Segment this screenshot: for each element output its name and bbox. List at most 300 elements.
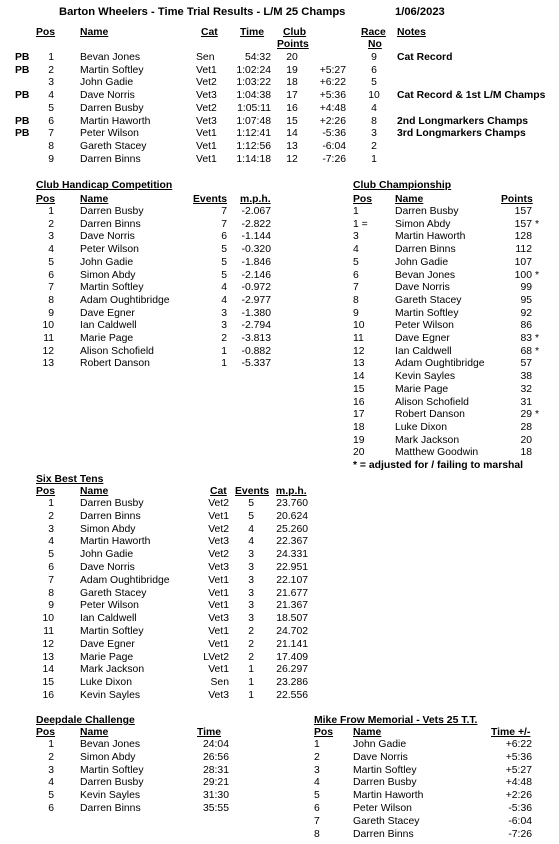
cell-pos: 6 bbox=[48, 115, 54, 127]
cell-pos: 2 bbox=[48, 64, 54, 76]
cell-name: Darren Binns bbox=[80, 153, 141, 165]
best-tens-header-mph: m.p.h. bbox=[276, 486, 307, 497]
cell-points: 18 bbox=[520, 447, 532, 459]
cell-pos: 6 bbox=[314, 803, 320, 814]
cell-events: 1 bbox=[248, 664, 254, 676]
cell-time: 35:55 bbox=[202, 803, 229, 814]
cell-pos: 7 bbox=[48, 574, 54, 586]
cell-cat: Vet2 bbox=[208, 498, 229, 509]
cell-name: Dave Norris bbox=[80, 231, 135, 243]
cell-name: Martin Softley bbox=[80, 282, 144, 294]
cell-pos: 14 bbox=[42, 664, 54, 676]
cell-mph: 21.141 bbox=[276, 638, 308, 650]
cell-events: 5 bbox=[248, 510, 254, 522]
cell-mph: -0.882 bbox=[241, 345, 271, 357]
main-header-time: Time bbox=[240, 27, 265, 38]
page-title: Barton Wheelers - Time Trial Results - L/M 25 Champs bbox=[59, 6, 346, 18]
cell-events: 4 bbox=[221, 294, 227, 306]
cell-pos: 9 bbox=[48, 600, 54, 612]
cell-name: Bevan Jones bbox=[395, 269, 456, 281]
cell-name: Kevin Sayles bbox=[80, 690, 141, 701]
cell-name: Darren Busby bbox=[80, 102, 144, 114]
table-row bbox=[0, 90, 559, 103]
cell-mph: -2.977 bbox=[241, 294, 271, 306]
cell-name: Martin Softley bbox=[80, 764, 144, 776]
cell-pos: 1 bbox=[353, 206, 359, 217]
cell-pos: 4 bbox=[314, 777, 320, 789]
cell-name: Matthew Goodwin bbox=[395, 447, 479, 459]
cell-points: 14 bbox=[286, 128, 298, 140]
cell-mph: -3.813 bbox=[241, 333, 271, 344]
cell-pos: 3 bbox=[48, 764, 54, 776]
cell-mph: 23.760 bbox=[276, 498, 308, 509]
table-row bbox=[0, 128, 559, 141]
table-row bbox=[0, 816, 559, 829]
handicap-header-mph: m.p.h. bbox=[240, 194, 271, 205]
cell-name: Darren Binns bbox=[353, 828, 414, 840]
cell-pos: 1 bbox=[48, 206, 54, 217]
cell-pos: 14 bbox=[353, 371, 365, 383]
main-header-notes: Notes bbox=[397, 27, 426, 38]
cell-name: Bevan Jones bbox=[80, 52, 141, 63]
cell-name: Dave Egner bbox=[395, 333, 450, 344]
cell-time: 1:05:11 bbox=[237, 102, 271, 114]
cell-events: 5 bbox=[221, 244, 227, 256]
cell-points: 157 bbox=[514, 218, 532, 230]
cell-name: Dave Norris bbox=[395, 282, 450, 294]
deepdale-header-time: Time bbox=[197, 727, 222, 738]
cell-points: 112 bbox=[515, 244, 532, 256]
cell-mph: 22.951 bbox=[276, 562, 308, 573]
table-row bbox=[0, 652, 559, 665]
cell-events: 3 bbox=[221, 320, 227, 332]
mike-frow-header-pos: Pos bbox=[314, 727, 334, 738]
cell-race: 2 bbox=[371, 140, 377, 152]
cell-points: 15 bbox=[286, 115, 298, 127]
cell-pos: 16 bbox=[353, 396, 365, 408]
table-row bbox=[0, 282, 559, 295]
cell-time: 24:04 bbox=[202, 739, 229, 750]
cell-pos: 7 bbox=[48, 128, 54, 140]
cell-time: 26:56 bbox=[202, 751, 229, 763]
cell-events: 4 bbox=[221, 282, 227, 294]
cell-pos: 1 bbox=[48, 498, 54, 509]
cell-events: 3 bbox=[248, 587, 254, 599]
cell-pos: 4 bbox=[48, 90, 54, 102]
cell-name: Peter Wilson bbox=[80, 128, 139, 140]
table-row bbox=[0, 639, 559, 652]
cell-pos: 16 bbox=[42, 690, 54, 701]
table-row bbox=[0, 333, 559, 346]
cell-name: Simon Abdy bbox=[80, 751, 136, 763]
cell-mph: 26.297 bbox=[276, 664, 308, 676]
main-header-club: Club bbox=[283, 27, 307, 38]
cell-name: Darren Busby bbox=[80, 206, 144, 217]
cell-race: 10 bbox=[368, 90, 380, 102]
cell-name: Alison Schofield bbox=[395, 396, 469, 408]
cell-time: 1:07:48 bbox=[236, 115, 271, 127]
table-row bbox=[0, 588, 559, 601]
table-row bbox=[0, 524, 559, 537]
table-row bbox=[0, 103, 559, 116]
cell-cat: Vet1 bbox=[208, 600, 229, 612]
cell-events: 3 bbox=[248, 574, 254, 586]
cell-name: Bevan Jones bbox=[80, 739, 141, 750]
cell-pos: 5 bbox=[353, 256, 359, 268]
table-row bbox=[0, 346, 559, 359]
table-row bbox=[0, 765, 559, 778]
cell-pos: 12 bbox=[42, 345, 54, 357]
cell-mph: 24.331 bbox=[276, 549, 308, 561]
cell-points: 12 bbox=[286, 153, 298, 165]
cell-name: Peter Wilson bbox=[353, 803, 412, 814]
cell-name: Mark Jackson bbox=[80, 664, 145, 676]
cell-points: 13 bbox=[286, 140, 298, 152]
deepdale-header-name: Name bbox=[80, 727, 109, 738]
cell-points: 19 bbox=[286, 64, 298, 76]
cell-events: 1 bbox=[248, 677, 254, 689]
best-tens-header-name: Name bbox=[80, 486, 109, 497]
cell-points: 17 bbox=[286, 90, 298, 102]
cell-cat: Vet1 bbox=[208, 626, 229, 637]
cell-name: Dave Norris bbox=[80, 562, 135, 573]
cell-cat: Vet2 bbox=[208, 549, 229, 561]
table-row bbox=[0, 384, 559, 397]
pb-badge: PB bbox=[15, 128, 30, 140]
cell-mph: -2.822 bbox=[241, 218, 271, 230]
cell-name: Kevin Sayles bbox=[395, 371, 456, 383]
table-row bbox=[0, 664, 559, 677]
cell-cat: Vet1 bbox=[208, 587, 229, 599]
cell-points: 100 bbox=[514, 269, 532, 281]
cell-pos: 7 bbox=[353, 282, 359, 294]
table-row bbox=[0, 320, 559, 333]
cell-mph: 25.260 bbox=[276, 523, 308, 535]
cell-points: 68 bbox=[520, 345, 532, 357]
championship-header-points: Points bbox=[501, 194, 533, 205]
cell-cat: Sen bbox=[210, 677, 229, 689]
cell-pos: 4 bbox=[353, 244, 359, 256]
championship-footnote: * = adjusted for / failing to marshal bbox=[353, 460, 524, 471]
cell-cat: Vet1 bbox=[196, 153, 217, 165]
cell-mph: 22.367 bbox=[276, 536, 308, 548]
cell-pos: 2 bbox=[48, 751, 54, 763]
cell-mph: 23.286 bbox=[276, 677, 308, 689]
cell-pos: 1 bbox=[314, 739, 320, 750]
cell-name: Gareth Stacey bbox=[353, 815, 420, 827]
cell-pos: 4 bbox=[48, 777, 54, 789]
cell-time: +6:22 bbox=[505, 739, 532, 750]
cell-diff: -6:04 bbox=[322, 140, 346, 152]
main-header-points: Points bbox=[277, 39, 309, 50]
cell-events: 5 bbox=[221, 256, 227, 268]
table-row bbox=[0, 295, 559, 308]
cell-pos: 10 bbox=[42, 320, 54, 332]
cell-name: Ian Caldwell bbox=[80, 613, 137, 625]
cell-name: Martin Softley bbox=[80, 626, 144, 637]
cell-pos: 8 bbox=[48, 294, 54, 306]
table-row bbox=[0, 65, 559, 78]
cell-pos: 13 bbox=[42, 358, 54, 370]
main-header-race: Race bbox=[361, 27, 386, 38]
cell-notes: 3rd Longmarkers Champs bbox=[397, 128, 526, 140]
pb-badge: PB bbox=[15, 52, 30, 63]
championship-title: Club Championship bbox=[353, 180, 452, 191]
cell-pos: 2 bbox=[48, 218, 54, 230]
cell-name: Darren Binns bbox=[80, 510, 141, 522]
cell-cat: Vet1 bbox=[208, 510, 229, 522]
cell-name: Martin Softley bbox=[395, 307, 459, 319]
cell-pos: 9 bbox=[48, 153, 54, 165]
cell-name: Darren Binns bbox=[395, 244, 456, 256]
cell-cat: Vet3 bbox=[208, 690, 229, 701]
cell-events: 3 bbox=[248, 562, 254, 573]
best-tens-header-events: Events bbox=[235, 486, 270, 497]
main-header-name: Name bbox=[80, 27, 109, 38]
table-row bbox=[0, 435, 559, 448]
cell-name: Dave Egner bbox=[80, 307, 135, 319]
marshal-star: * bbox=[535, 333, 540, 344]
cell-cat: LVet2 bbox=[203, 651, 229, 663]
cell-cat: Vet1 bbox=[208, 664, 229, 676]
table-row bbox=[0, 511, 559, 524]
cell-time: 1:04:38 bbox=[236, 90, 271, 102]
cell-pos: 5 bbox=[48, 256, 54, 268]
cell-events: 2 bbox=[248, 638, 254, 650]
cell-points: 107 bbox=[514, 256, 532, 268]
cell-pos: 12 bbox=[42, 638, 54, 650]
table-row bbox=[0, 752, 559, 765]
cell-pos: 3 bbox=[48, 523, 54, 535]
cell-mph: 17.409 bbox=[276, 651, 308, 663]
cell-time: -7:26 bbox=[508, 828, 532, 840]
cell-name: John Gadie bbox=[395, 256, 449, 268]
cell-events: 3 bbox=[248, 613, 254, 625]
cell-points: 86 bbox=[520, 320, 532, 332]
table-row bbox=[0, 739, 559, 752]
cell-mph: -2.146 bbox=[241, 269, 271, 281]
cell-name: Mark Jackson bbox=[395, 434, 460, 446]
cell-points: 128 bbox=[514, 231, 532, 243]
cell-pos: 13 bbox=[353, 358, 365, 370]
cell-events: 1 bbox=[221, 358, 227, 370]
cell-mph: -0.972 bbox=[241, 282, 271, 294]
cell-name: Peter Wilson bbox=[80, 600, 139, 612]
cell-pos: 6 bbox=[353, 269, 359, 281]
marshal-star: * bbox=[535, 409, 540, 421]
table-row bbox=[0, 536, 559, 549]
cell-events: 2 bbox=[248, 651, 254, 663]
table-row bbox=[0, 219, 559, 232]
cell-pos: 3 bbox=[314, 764, 320, 776]
cell-name: Darren Busby bbox=[80, 498, 144, 509]
cell-mph: 20.624 bbox=[276, 510, 308, 522]
cell-race: 4 bbox=[371, 102, 377, 114]
cell-name: Martin Haworth bbox=[80, 536, 151, 548]
cell-name: Peter Wilson bbox=[80, 244, 139, 256]
cell-points: 31 bbox=[520, 396, 532, 408]
table-row bbox=[0, 575, 559, 588]
cell-points: 38 bbox=[520, 371, 532, 383]
cell-name: Adam Oughtibridge bbox=[395, 358, 485, 370]
table-row bbox=[0, 409, 559, 422]
table-row bbox=[0, 422, 559, 435]
cell-name: Gareth Stacey bbox=[80, 587, 147, 599]
cell-name: Dave Norris bbox=[80, 90, 135, 102]
cell-pos: 3 bbox=[48, 77, 54, 89]
cell-name: Marie Page bbox=[395, 383, 449, 395]
cell-name: Luke Dixon bbox=[395, 421, 447, 433]
cell-mph: 21.367 bbox=[276, 600, 308, 612]
table-row bbox=[0, 206, 559, 219]
cell-pos: 10 bbox=[42, 613, 54, 625]
pb-badge: PB bbox=[15, 90, 30, 102]
cell-name: Gareth Stacey bbox=[80, 140, 147, 152]
cell-mph: 18.507 bbox=[276, 613, 308, 625]
cell-events: 2 bbox=[248, 626, 254, 637]
cell-events: 2 bbox=[221, 333, 227, 344]
cell-diff: -5:36 bbox=[322, 128, 346, 140]
cell-time: +5:27 bbox=[505, 764, 532, 776]
cell-events: 6 bbox=[221, 231, 227, 243]
cell-name: Martin Haworth bbox=[80, 115, 151, 127]
cell-points: 20 bbox=[520, 434, 532, 446]
cell-name: Darren Busby bbox=[353, 777, 417, 789]
pb-badge: PB bbox=[15, 64, 30, 76]
cell-events: 7 bbox=[221, 206, 227, 217]
cell-time: +4:48 bbox=[505, 777, 532, 789]
cell-time: 28:31 bbox=[202, 764, 229, 776]
cell-points: 32 bbox=[520, 383, 532, 395]
cell-points: 28 bbox=[520, 421, 532, 433]
cell-name: Marie Page bbox=[80, 333, 134, 344]
cell-points: 157 bbox=[514, 206, 532, 217]
cell-events: 3 bbox=[248, 549, 254, 561]
table-row bbox=[0, 154, 559, 167]
cell-mph: 22.556 bbox=[276, 690, 308, 701]
cell-mph: 21.677 bbox=[276, 587, 308, 599]
cell-mph: -1.144 bbox=[241, 231, 271, 243]
cell-name: Martin Softley bbox=[353, 764, 417, 776]
cell-points: 29 bbox=[520, 409, 532, 421]
cell-cat: Vet1 bbox=[196, 128, 217, 140]
cell-mph: 22.107 bbox=[276, 574, 308, 586]
best-tens-header-cat: Cat bbox=[210, 486, 227, 497]
cell-mph: 24.702 bbox=[276, 626, 308, 637]
cell-name: Dave Egner bbox=[80, 638, 135, 650]
table-row bbox=[0, 777, 559, 790]
cell-race: 5 bbox=[371, 77, 377, 89]
cell-pos: 15 bbox=[353, 383, 365, 395]
cell-race: 3 bbox=[371, 128, 377, 140]
cell-name: John Gadie bbox=[80, 256, 134, 268]
cell-diff: +4:48 bbox=[319, 102, 346, 114]
cell-events: 3 bbox=[221, 307, 227, 319]
handicap-header-name: Name bbox=[80, 194, 109, 205]
cell-name: Simon Abdy bbox=[395, 218, 451, 230]
cell-name: Robert Danson bbox=[395, 409, 465, 421]
cell-pos: 8 bbox=[48, 140, 54, 152]
cell-race: 6 bbox=[371, 64, 377, 76]
mike-frow-title: Mike Frow Memorial - Vets 25 T.T. bbox=[314, 715, 478, 726]
cell-points: 92 bbox=[520, 307, 532, 319]
cell-time: +2:26 bbox=[505, 790, 532, 802]
cell-pos: 9 bbox=[48, 307, 54, 319]
cell-cat: Vet1 bbox=[208, 574, 229, 586]
cell-name: Robert Danson bbox=[80, 358, 150, 370]
cell-time: 31:30 bbox=[202, 790, 229, 802]
table-row bbox=[0, 803, 559, 816]
cell-cat: Vet1 bbox=[196, 140, 217, 152]
cell-pos: 4 bbox=[48, 244, 54, 256]
table-row bbox=[0, 270, 559, 283]
cell-events: 4 bbox=[248, 536, 254, 548]
cell-cat: Vet3 bbox=[208, 536, 229, 548]
cell-pos: 5 bbox=[48, 790, 54, 802]
handicap-header-pos: Pos bbox=[36, 194, 56, 205]
cell-name: Gareth Stacey bbox=[395, 294, 462, 306]
cell-name: John Gadie bbox=[353, 739, 407, 750]
cell-mph: -1.846 bbox=[241, 256, 271, 268]
cell-time: +5:36 bbox=[505, 751, 532, 763]
cell-diff: -7:26 bbox=[322, 153, 346, 165]
cell-events: 7 bbox=[221, 218, 227, 230]
cell-time: -5:36 bbox=[508, 803, 532, 814]
cell-diff: +2:26 bbox=[319, 115, 346, 127]
cell-pos: 8 bbox=[48, 587, 54, 599]
cell-cat: Vet2 bbox=[208, 523, 229, 535]
cell-time: 1:14:18 bbox=[236, 153, 271, 165]
table-row bbox=[0, 626, 559, 639]
cell-time: 29:21 bbox=[202, 777, 229, 789]
cell-name: Kevin Sayles bbox=[80, 790, 141, 802]
table-row bbox=[0, 358, 559, 371]
main-header-pos: Pos bbox=[36, 27, 56, 38]
table-row bbox=[0, 244, 559, 257]
cell-pos: 3 bbox=[353, 231, 359, 243]
cell-cat: Vet3 bbox=[208, 613, 229, 625]
cell-points: 57 bbox=[520, 358, 532, 370]
cell-mph: -2.067 bbox=[241, 206, 271, 217]
table-row bbox=[0, 498, 559, 511]
cell-notes: Cat Record & 1st L/M Champs bbox=[397, 90, 546, 102]
cell-points: 20 bbox=[286, 52, 298, 63]
cell-diff: +6:22 bbox=[319, 77, 346, 89]
table-row bbox=[0, 690, 559, 703]
cell-pos: 5 bbox=[48, 549, 54, 561]
cell-cat: Vet2 bbox=[196, 102, 217, 114]
cell-pos: 7 bbox=[314, 815, 320, 827]
marshal-star: * bbox=[535, 345, 540, 357]
cell-pos: 20 bbox=[353, 447, 365, 459]
cell-pos: 9 bbox=[353, 307, 359, 319]
cell-pos: 11 bbox=[43, 333, 54, 344]
cell-name: Luke Dixon bbox=[80, 677, 132, 689]
cell-notes: Cat Record bbox=[397, 52, 453, 63]
cell-points: 95 bbox=[520, 294, 532, 306]
cell-pos: 2 bbox=[314, 751, 320, 763]
cell-points: 16 bbox=[286, 102, 298, 114]
main-header-no: No bbox=[368, 39, 382, 50]
cell-name: Simon Abdy bbox=[80, 269, 136, 281]
cell-events: 4 bbox=[248, 523, 254, 535]
table-row bbox=[0, 141, 559, 154]
cell-cat: Vet3 bbox=[196, 115, 217, 127]
cell-pos: 3 bbox=[48, 231, 54, 243]
cell-events: 5 bbox=[221, 269, 227, 281]
cell-name: Peter Wilson bbox=[395, 320, 454, 332]
cell-time: 1:12:56 bbox=[236, 140, 271, 152]
